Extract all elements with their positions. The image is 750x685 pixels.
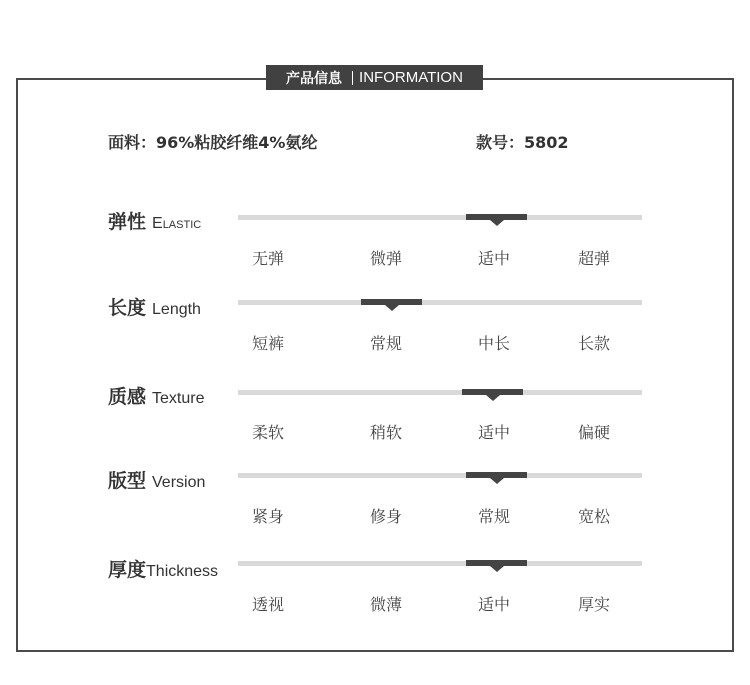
section-header: [266, 65, 483, 90]
scale-track-elastic: [238, 215, 642, 220]
style-number: 款号：5802: [476, 133, 569, 152]
attr-title-length: [108, 293, 201, 320]
attr-title-elastic: [108, 207, 201, 234]
attr-title-cn: 版型: [108, 470, 147, 492]
attr-title-thickness: [108, 555, 218, 582]
scale-option: 偏硬: [578, 423, 611, 442]
scale-option: 紧身: [252, 507, 285, 526]
attr-title-cn: 厚度: [108, 559, 147, 581]
attr-title-en: Elastic: [152, 215, 202, 232]
scale-option: 适中: [478, 249, 511, 268]
attr-title-en: Texture: [152, 390, 205, 407]
attr-title-cn: 长度: [108, 297, 147, 319]
scale-option: 适中: [478, 595, 511, 614]
scale-option: 透视: [252, 595, 285, 614]
scale-option: 宽松: [578, 507, 611, 526]
scale-option: 无弹: [252, 249, 285, 268]
fabric-composition: 面料：96%粘胶纤维4%氨纶: [108, 133, 318, 152]
attr-title-cn: 弹性: [108, 211, 147, 233]
scale-track-length: [238, 300, 642, 305]
scale-marker: [466, 472, 527, 478]
attr-title-texture: [108, 382, 204, 409]
scale-option: 厚实: [578, 595, 611, 614]
scale-marker: [466, 214, 527, 220]
scale-option: 常规: [478, 507, 511, 526]
scale-option: 中长: [478, 334, 511, 353]
scale-marker: [361, 299, 422, 305]
attr-title-en: Length: [152, 301, 201, 318]
scale-track-version: [238, 473, 642, 478]
scale-option: 长款: [578, 334, 611, 353]
scale-option: 超弹: [578, 249, 611, 268]
scale-marker: [466, 560, 527, 566]
header-title-en: INFORMATION: [359, 69, 463, 86]
scale-option: 修身: [370, 507, 403, 526]
scale-option: 适中: [478, 423, 511, 442]
attr-title-version: [108, 466, 205, 493]
attr-title-en: Version: [152, 474, 206, 491]
scale-track-texture: [238, 390, 642, 395]
attr-title-en: Thickness: [146, 563, 219, 580]
scale-option: 稍软: [370, 423, 403, 442]
header-divider: [352, 71, 353, 85]
scale-option: 短裤: [252, 334, 285, 353]
scale-option: 柔软: [252, 423, 285, 442]
scale-track-thickness: [238, 561, 642, 566]
header-title-cn: 产品信息: [286, 70, 343, 87]
scale-option: 微弹: [370, 249, 403, 268]
scale-option: 常规: [370, 334, 403, 353]
scale-option: 微薄: [370, 595, 403, 614]
attr-title-cn: 质感: [108, 386, 147, 408]
scale-marker: [462, 389, 523, 395]
